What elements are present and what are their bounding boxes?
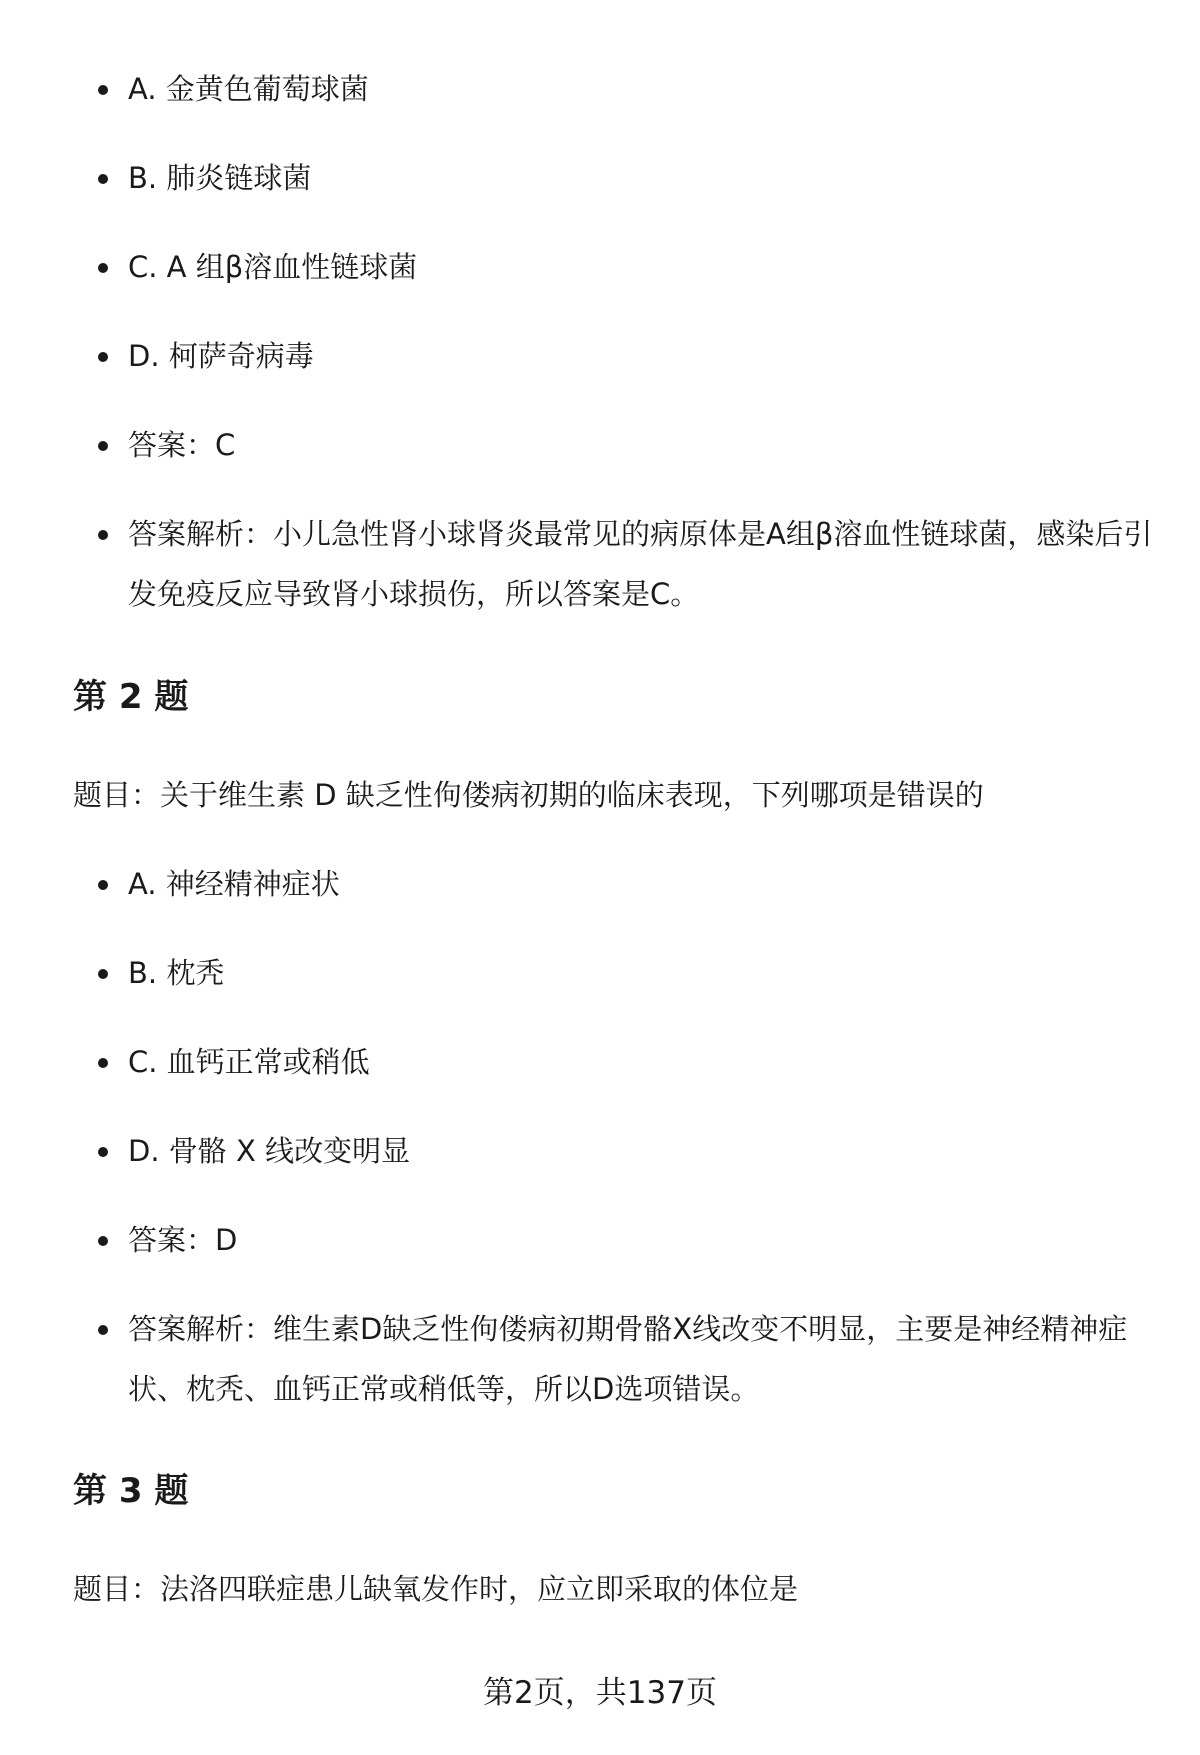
question-2-stem: 题目：关于维生素 D 缺乏性佝偻病初期的临床表现，下列哪项是错误的 <box>73 778 984 812</box>
question-1-options <box>0 59 1200 624</box>
question-2-title: 第 2 题 <box>73 677 189 717</box>
page-number: 第2页，共137页 <box>483 1675 717 1711</box>
option-c: C. A 组β溶血性链球菌 <box>0 237 1200 297</box>
answer-explanation: 答案解析：维生素D缺乏性佝偻病初期骨骼X线改变不明显，主要是神经精神症状、枕秃、血钙正常或稍低等，所以D选项错误。 <box>0 1299 1200 1419</box>
option-b: B. 枕秃 <box>0 943 1200 1003</box>
option-d: D. 骨骼 X 线改变明显 <box>0 1121 1200 1181</box>
answer-explanation: 答案解析：小儿急性肾小球肾炎最常见的病原体是A组β溶血性链球菌，感染后引发免疫反应导致肾小球损伤，所以答案是C。 <box>0 504 1200 624</box>
option-a: A. 神经精神症状 <box>0 854 1200 914</box>
answer: 答案：C <box>0 415 1200 475</box>
question-3-title: 第 3 题 <box>73 1471 189 1511</box>
question-2-block <box>0 854 1200 1419</box>
answer: 答案：D <box>0 1210 1200 1270</box>
question-3-stem: 题目：法洛四联症患儿缺氧发作时，应立即采取的体位是 <box>73 1572 799 1606</box>
option-d: D. 柯萨奇病毒 <box>0 326 1200 386</box>
option-a: A. 金黄色葡萄球菌 <box>0 59 1200 119</box>
question-1-block <box>0 59 1200 624</box>
option-b: B. 肺炎链球菌 <box>0 148 1200 208</box>
question-2-options <box>0 854 1200 1419</box>
option-c: C. 血钙正常或稍低 <box>0 1032 1200 1092</box>
